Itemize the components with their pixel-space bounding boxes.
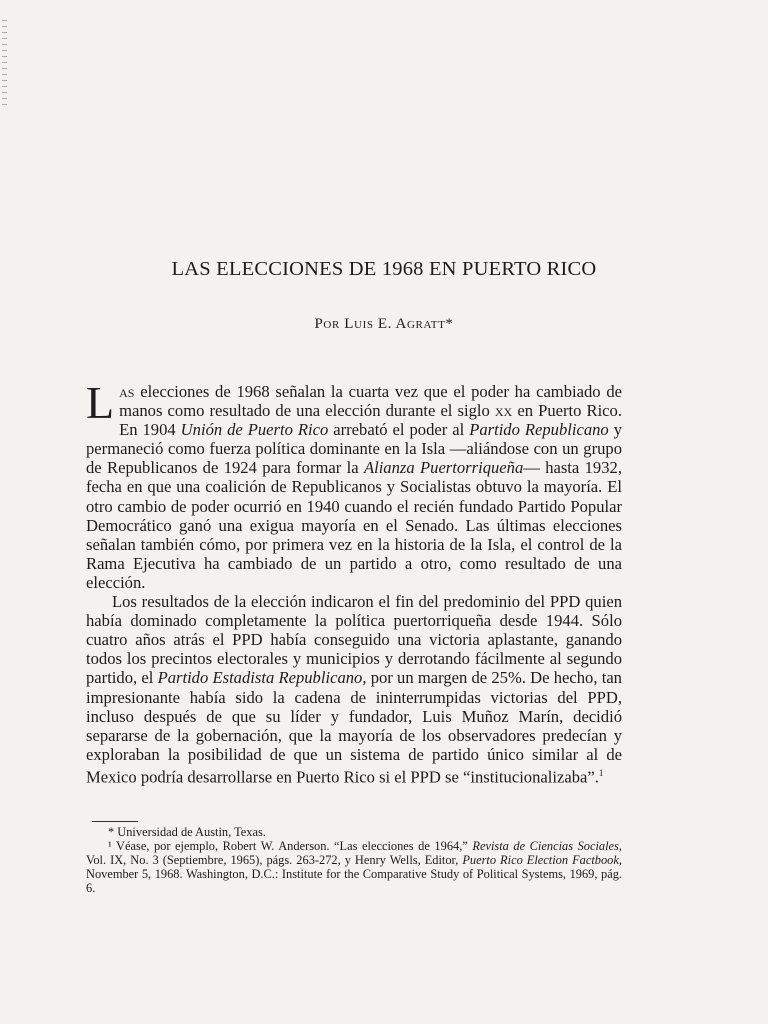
footnote-affiliation: * Universidad de Austin, Texas. xyxy=(108,825,266,839)
article-body xyxy=(86,377,622,787)
byline xyxy=(0,316,768,333)
footnote-ref: 1 xyxy=(598,767,604,778)
drop-cap: L xyxy=(86,377,115,428)
footnotes xyxy=(86,826,622,896)
article-title: LAS ELECCIONES DE 1968 EN PUERTO RICO xyxy=(171,258,597,280)
footnote-1: ¹ Véase, por ejemplo, Robert W. Anderson. “Las elecciones de 1964,” Revista de Ciencias Sociales, Vol. IX, No. 3 (Septiembre, 1965), págs. 263-272, y Henry Wells, Editor, Puerto Rico Election Factbook, November 5, 1968. Washington, D.C.: Institute for the Comparative Study of Political Systems, 1969, pág. 6. xyxy=(86,838,622,895)
scan-artifact xyxy=(2,20,7,110)
footnote-divider xyxy=(92,821,138,822)
byline-author: Luis E. Agratt xyxy=(344,316,446,332)
paragraph-1: Las elecciones de 1968 señalan la cuarta vez que el poder ha cambiado de manos como resultado de una elección durante el siglo xx en Puerto Rico. En 1904 Unión de Puerto Rico arrebató el poder al Partido Republicano y permaneció como fuerza política dominante en la Isla —aliándose con un grupo de Republicanos de 1924 para formar la Alianza Puertorriqueña— hasta 1932, fecha en que una coalición de Republicanos y Socialistas obtuvo la mayoría. El otro cambio de poder ocurrió en 1940 cuando el recién fundado Partido Popular Democrático ganó una exigua mayoría en el Senado. Las últimas elecciones señalan también cómo, por primera vez en la historia de la Isla, el control de la Rama Ejecutiva ha cambiado de un partido a otro, como resultado de una elección. xyxy=(86,377,622,592)
byline-por: Por xyxy=(314,316,340,332)
byline-marker: * xyxy=(445,316,454,332)
paragraph-2: Los resultados de la elección indicaron el fin del predominio del PPD quien había dominado completamente la política puertorriqueña desde 1944. Sólo cuatro años atrás el PPD había conseguido una victoria aplastante, ganando todos los precintos electorales y municipios y derrotando fácilmente al segundo partido, el Partido Estadista Republicano, por un margen de 25%. De hecho, tan impresionante había sido la cadena de ininterrumpidas victorias del PPD, incluso después de que su líder y fundador, Luis Muñoz Marín, decidió separarse de la gobernación, que la mayoría de los observadores predecían y exploraban la posibilidad de que un sistema de partido único similar al de Mexico podría desarrollarse en Puerto Rico si el PPD se “institucionalizaba”.$^1$ xyxy=(86,592,622,787)
